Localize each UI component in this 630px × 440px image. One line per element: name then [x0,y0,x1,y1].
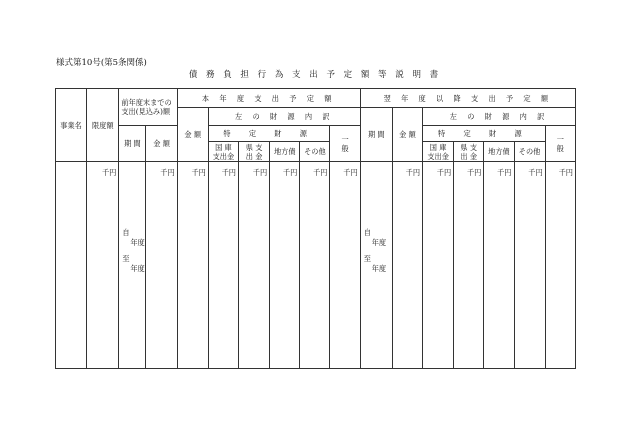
prefectural-line2: 出 金 [245,151,263,161]
national-treasury-line2: 支出金 [212,151,235,161]
cell-next-national-treasury[interactable] [423,162,454,369]
unit-label: 千円 [528,168,543,177]
header-current-year-section: 本 年 度 支 出 予 定 額 [177,89,360,108]
unit-label: 千円 [343,168,358,177]
header-prior-amount: 金 額 [146,126,177,162]
header-next-year-section: 翌 年 度 以 降 支 出 予 定 額 [360,89,575,108]
header-next-period: 期 間 [360,108,392,162]
header-next-funding-breakdown: 左 の 財 源 内 訳 [423,108,576,126]
header-current-prefectural [238,142,269,162]
unit-label: 千円 [436,168,452,177]
cell-next-general-fund[interactable] [545,162,575,369]
header-current-specific-funds: 特 定 財 源 [208,126,330,142]
period-from-year: 年度 [130,238,145,247]
prefectural-line1: 県 支 [460,142,478,152]
header-current-funding-breakdown: 左 の 財 源 内 訳 [208,108,360,126]
prefectural-line2: 出 金 [460,151,478,161]
national-treasury-line2: 支出金 [427,151,449,161]
period-from: 自 [363,228,371,237]
period-from-year: 年度 [371,238,387,247]
cell-current-local-bond[interactable] [270,162,300,369]
general-fund-line1: 一 [556,134,564,144]
header-current-other: その他 [300,142,330,162]
general-fund-line2: 般 [556,143,564,153]
unit-label: 千円 [282,168,298,177]
unit-label: 千円 [497,168,512,177]
header-next-local-bond: 地方債 [484,142,514,162]
general-fund-line1: 一 [341,134,349,144]
header-current-national-treasury [208,142,238,162]
period-to: 至 [122,254,130,263]
unit-label: 千円 [313,168,328,177]
header-current-local-bond: 地方債 [270,142,300,162]
header-next-other: その他 [514,142,545,162]
period-to-year: 年度 [371,264,387,273]
unit-label: 千円 [252,168,268,177]
header-prior-period: 期 間 [119,126,146,162]
header-prior-year-spend: 前年度末までの支出(見込み)額 [119,89,177,126]
period-from: 自 [122,228,130,237]
cell-current-amount[interactable] [177,162,208,369]
national-treasury-line1: 国 庫 [429,142,447,152]
cell-prior-period[interactable] [119,162,146,369]
unit-label: 千円 [558,168,573,177]
header-next-specific-funds: 特 定 財 源 [423,126,546,142]
unit-label: 千円 [466,168,482,177]
cell-current-other[interactable] [300,162,330,369]
prefectural-line1: 県 支 [245,142,263,152]
cell-current-national-treasury[interactable] [208,162,238,369]
header-next-amount: 金 額 [392,108,422,162]
header-next-prefectural [454,142,484,162]
header-next-national-treasury [423,142,454,162]
form-number-label: 様式第10号(第5条関係) [56,58,147,68]
cell-prior-amount[interactable] [146,162,177,369]
cell-next-local-bond[interactable] [484,162,514,369]
header-limit-amount: 限度額 [87,89,119,162]
cell-next-period[interactable] [360,162,392,369]
cell-limit-amount[interactable] [87,162,119,369]
unit-label: 千円 [191,168,206,177]
header-project-name: 事業名 [56,89,87,162]
header-current-amount: 金 額 [177,108,208,162]
national-treasury-line1: 国 庫 [215,142,232,152]
unit-label: 千円 [221,168,236,177]
period-to: 至 [363,254,371,263]
expenditure-schedule-table [55,88,576,369]
document-title: 債 務 負 担 行 為 支 出 予 定 額 等 説 明 書 [188,70,442,80]
unit-label: 千円 [101,168,117,177]
cell-next-other[interactable] [514,162,545,369]
general-fund-line2: 般 [341,143,349,153]
header-next-general-fund [545,126,575,162]
period-to-year: 年度 [130,264,145,273]
cell-project-name[interactable] [56,162,87,369]
cell-next-prefectural[interactable] [454,162,484,369]
cell-current-general-fund[interactable] [330,162,360,369]
cell-next-amount[interactable] [392,162,422,369]
unit-label: 千円 [405,168,421,177]
cell-current-prefectural[interactable] [238,162,269,369]
unit-label: 千円 [160,168,175,177]
header-current-general-fund [330,126,360,162]
